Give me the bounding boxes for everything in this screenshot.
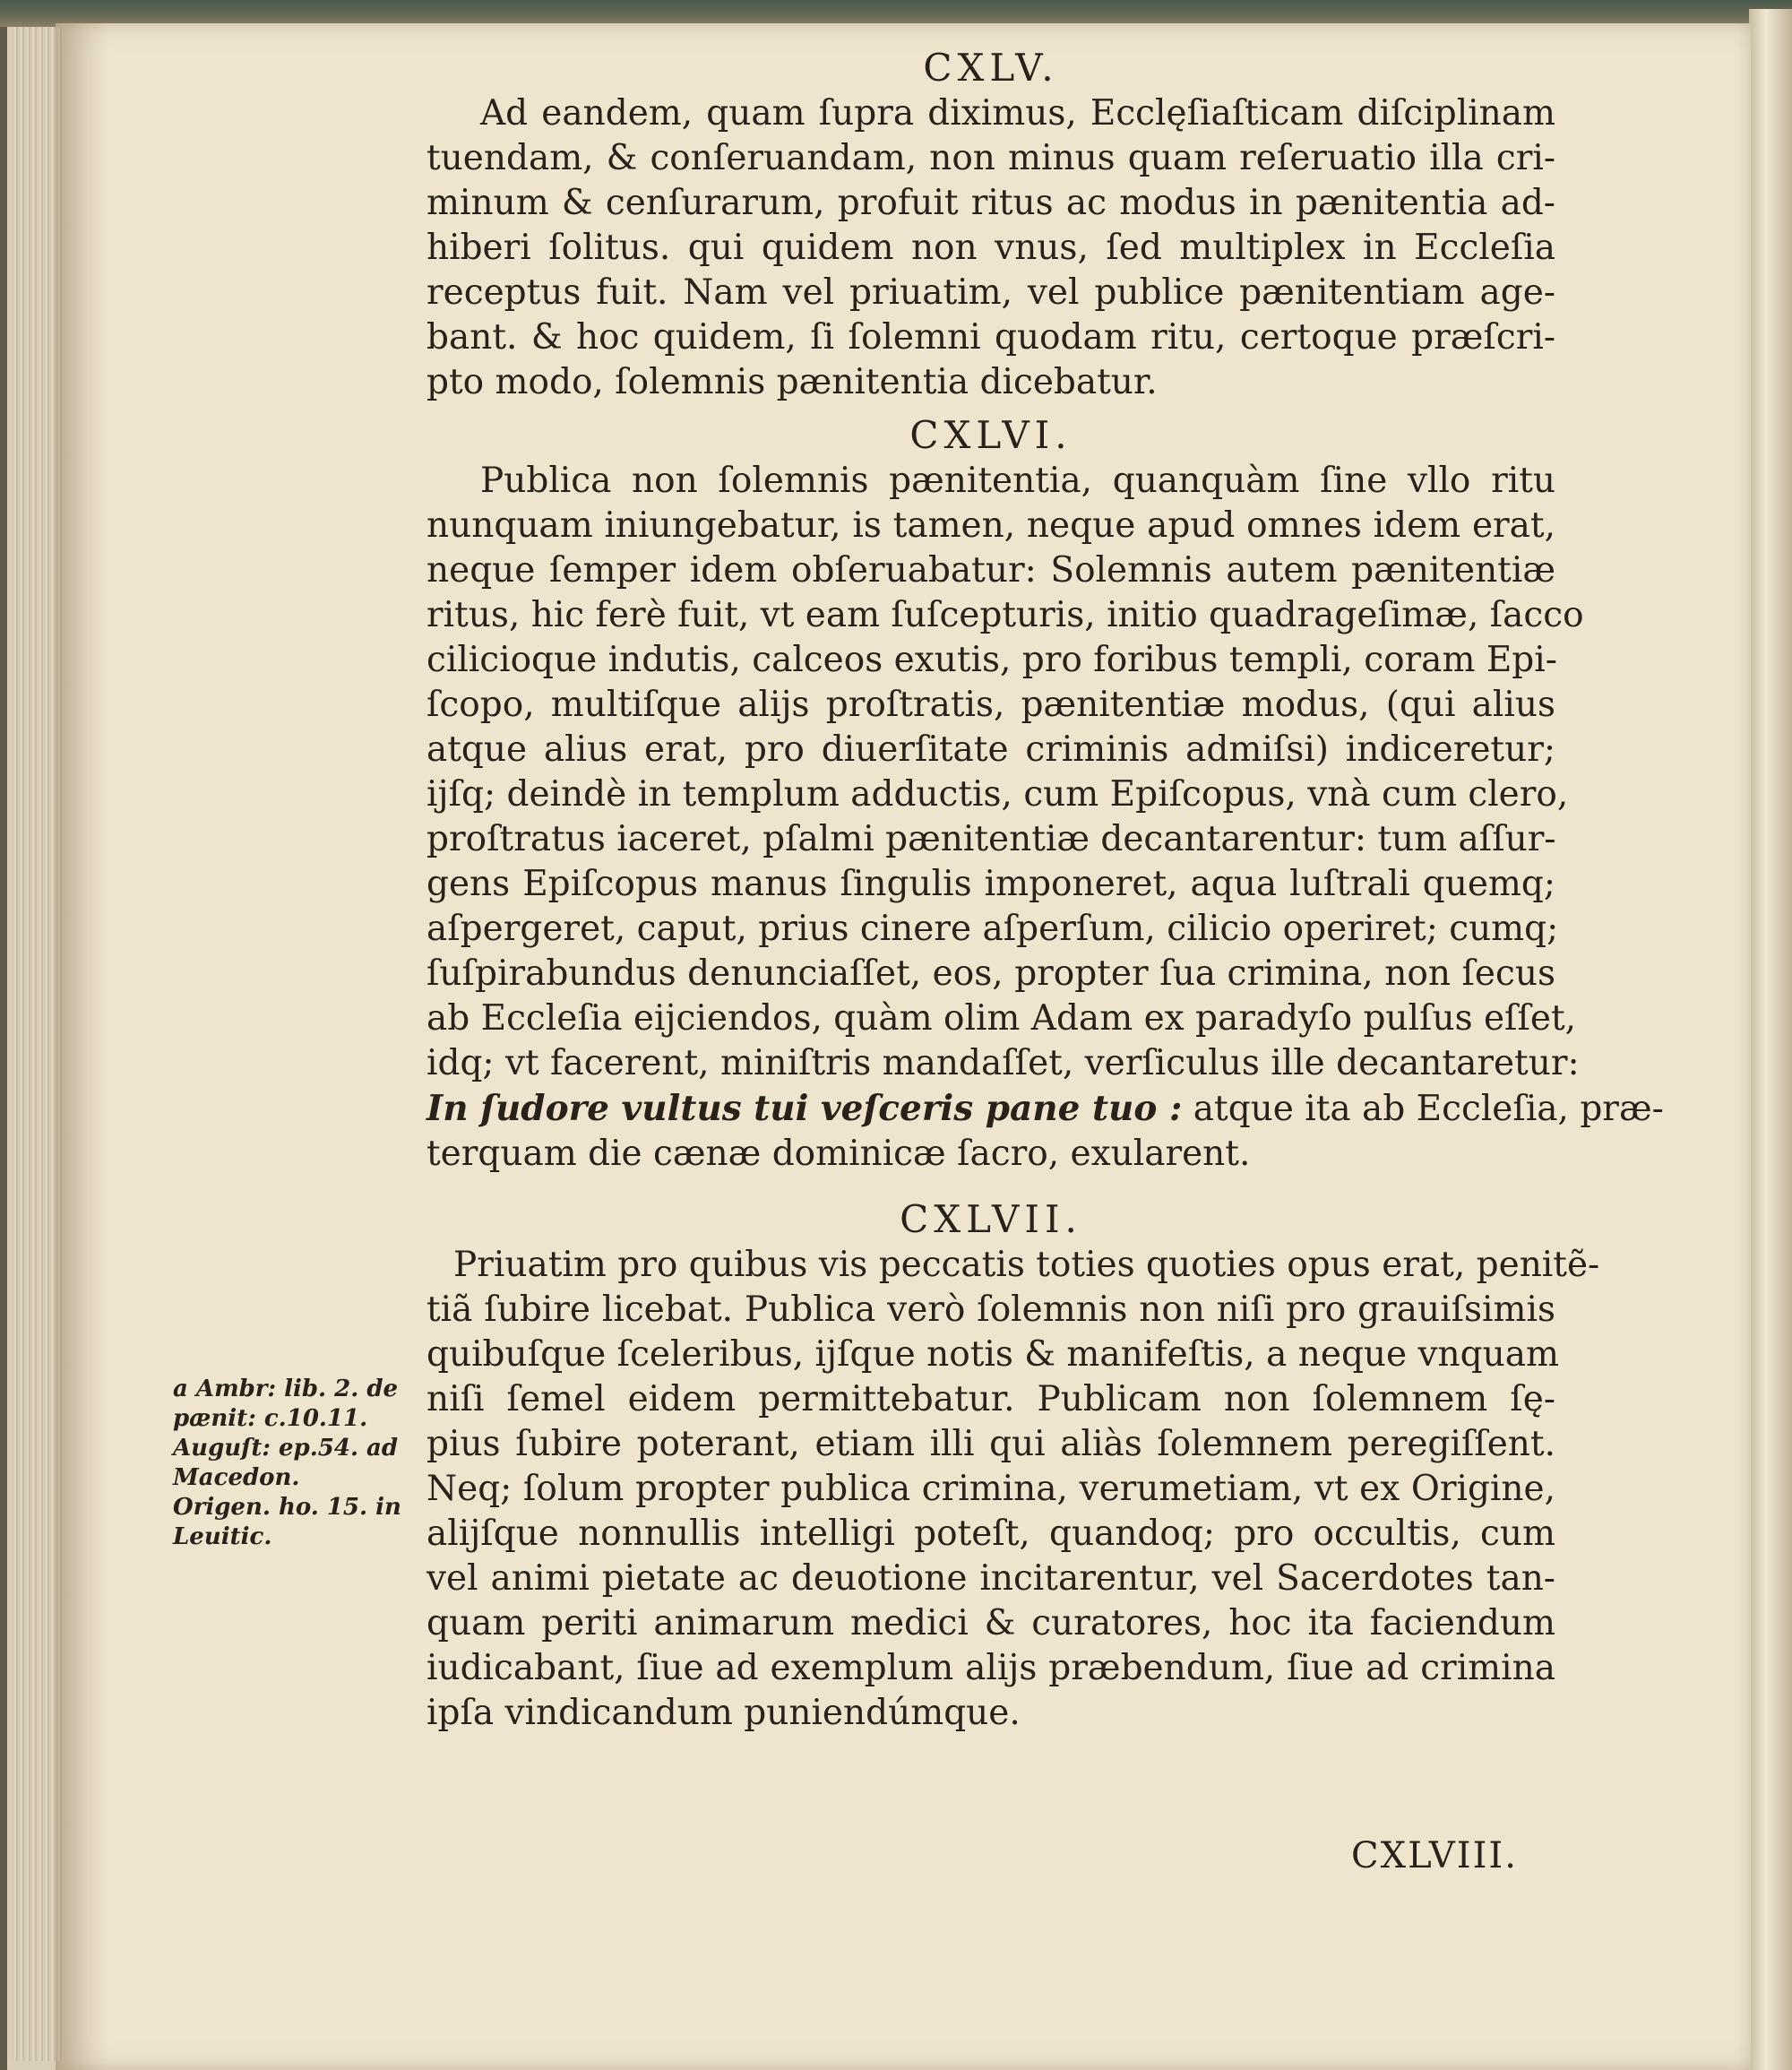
text-line: vel animi pietate ac deuotione incitarentur, vel Sacerdotes tan- xyxy=(426,1558,1555,1599)
text-line: ritus, hic ferè fuit, vt eam ſuſcepturis, initio quadrageſimæ, ſacco xyxy=(426,595,1584,635)
margin-note-line: Macedon. xyxy=(173,1464,300,1491)
text-line: alijſque nonnullis intelligi poteſt, quandoq; pro occultis, cum xyxy=(426,1514,1555,1554)
catchword: CXLVIII. xyxy=(1351,1835,1518,1876)
text-line: bant. & hoc quidem, ſi ſolemni quodam ritu, certoque præſcri- xyxy=(426,317,1555,358)
text-line: quibuſque ſceleribus, ijſque notis & manifeſtis, a neque vnquam xyxy=(426,1334,1559,1375)
text-line: ſcopo, multiſque alijs proſtratis, pænitentiæ modus, (qui alius xyxy=(426,685,1555,725)
text-line: cilicioque indutis, calceos exutis, pro foribus templi, coram Epi- xyxy=(426,640,1557,680)
text-line: aſpergeret, caput, prius cinere aſperſum, cilicio operiret; cumq; xyxy=(426,909,1559,949)
margin-note-line: pænit: c.10.11. xyxy=(173,1405,368,1432)
margin-note-line: Auguſt: ep.54. ad xyxy=(173,1435,399,1462)
text-line: ipſa vindicandum puniendúmque. xyxy=(426,1693,1021,1733)
text-line: terquam die cænæ dominicæ ſacro, exularent. xyxy=(426,1134,1251,1174)
text-line: idq; vt facerent, miniſtris mandaſſet, verſiculus ille decantaretur: xyxy=(426,1043,1580,1083)
text-line: tuendam, & conſeruandam, non minus quam reſeruatio illa cri- xyxy=(426,138,1555,178)
text-line: receptus fuit. Nam vel priuatim, vel publice pænitentiam age- xyxy=(426,272,1555,313)
section-heading-145: CXLV. xyxy=(923,46,1059,90)
text-line: neque ſemper idem obſeruabatur: Solemnis autem pænitentiæ xyxy=(426,550,1555,591)
text-line: minum & cenſurarum, profuit ritus ac modus in pænitentia ad- xyxy=(426,183,1555,223)
paragraph-147 xyxy=(426,1243,1600,1736)
margin-note-line: Origen. ho. 15. in xyxy=(173,1494,401,1521)
text-line: nunquam iniungebatur, is tamen, neque apud omnes idem erat, xyxy=(426,505,1555,546)
text-fragment: atque ita ab Eccleſia, præ- xyxy=(1193,1089,1664,1129)
text-line: Ad eandem, quam ſupra diximus, Ecclęſiaſticam diſciplinam xyxy=(480,93,1555,134)
text-line: atque alius erat, pro diuerſitate criminis admiſsi) indiceretur; xyxy=(426,729,1555,770)
verse-line xyxy=(426,1086,1664,1132)
text-line: Neq; ſolum propter publica crimina, verumetiam, vt ex Origine, xyxy=(426,1469,1555,1509)
right-page-edge xyxy=(1749,9,1792,2070)
paragraph-145 xyxy=(426,91,1555,405)
gutter-shadow xyxy=(56,23,109,2070)
main-text xyxy=(426,45,1664,1736)
text-line: niſi ſemel eidem permittebatur. Publicam non ſolemnem ſę- xyxy=(426,1379,1555,1419)
marginal-note xyxy=(173,1375,415,1552)
text-line: pto modo, ſolemnis pænitentia dicebatur. xyxy=(426,362,1158,402)
text-line: ſuſpirabundus denunciaſſet, eos, propter ſua crimina, non ſecus xyxy=(426,953,1555,994)
text-line: tiã ſubire licebat. Publica verò ſolemnis non niſi pro grauiſsimis xyxy=(426,1289,1555,1330)
text-line: ijſq; deindè in templum adductis, cum Epiſcopus, vnà cum clero, xyxy=(426,774,1569,815)
text-line: Priuatim pro quibus vis peccatis toties quoties opus erat, penitẽ- xyxy=(453,1245,1600,1285)
text-line: quam periti animarum medici & curatores, hoc ita faciendum xyxy=(426,1603,1555,1643)
text-line: pius ſubire poterant, etiam illi qui aliàs ſolemnem peregiſſent. xyxy=(426,1424,1555,1464)
text-line: iudicabant, ſiue ad exemplum alijs præbendum, ſiue ad crimina xyxy=(426,1648,1555,1688)
text-line: proſtratus iaceret, pſalmi pænitentiæ decantarentur: tum aſſur- xyxy=(426,819,1556,859)
section-heading-147: CXLVII. xyxy=(900,1197,1082,1241)
section-heading-146: CXLVI. xyxy=(909,413,1073,457)
margin-note-line: a Ambr: lib. 2. de xyxy=(173,1376,399,1402)
text-line: ab Eccleſia eijciendos, quàm olim Adam ex paradyſo pulſus eſſet, xyxy=(426,998,1577,1039)
text-line: hiberi ſolitus. qui quidem non vnus, ſed multiplex in Eccleſia xyxy=(426,228,1555,268)
paragraph-146 xyxy=(426,459,1664,1177)
margin-note-line: Leuitic. xyxy=(173,1523,272,1550)
text-line: gens Epiſcopus manus ſingulis imponeret, aqua luſtrali quemq; xyxy=(426,864,1555,904)
text-line: Publica non ſolemnis pænitentia, quanquàm ſine vllo ritu xyxy=(480,461,1555,501)
scripture-verse: In ſudore vultus tui veſceris pane tuo : xyxy=(426,1088,1183,1129)
